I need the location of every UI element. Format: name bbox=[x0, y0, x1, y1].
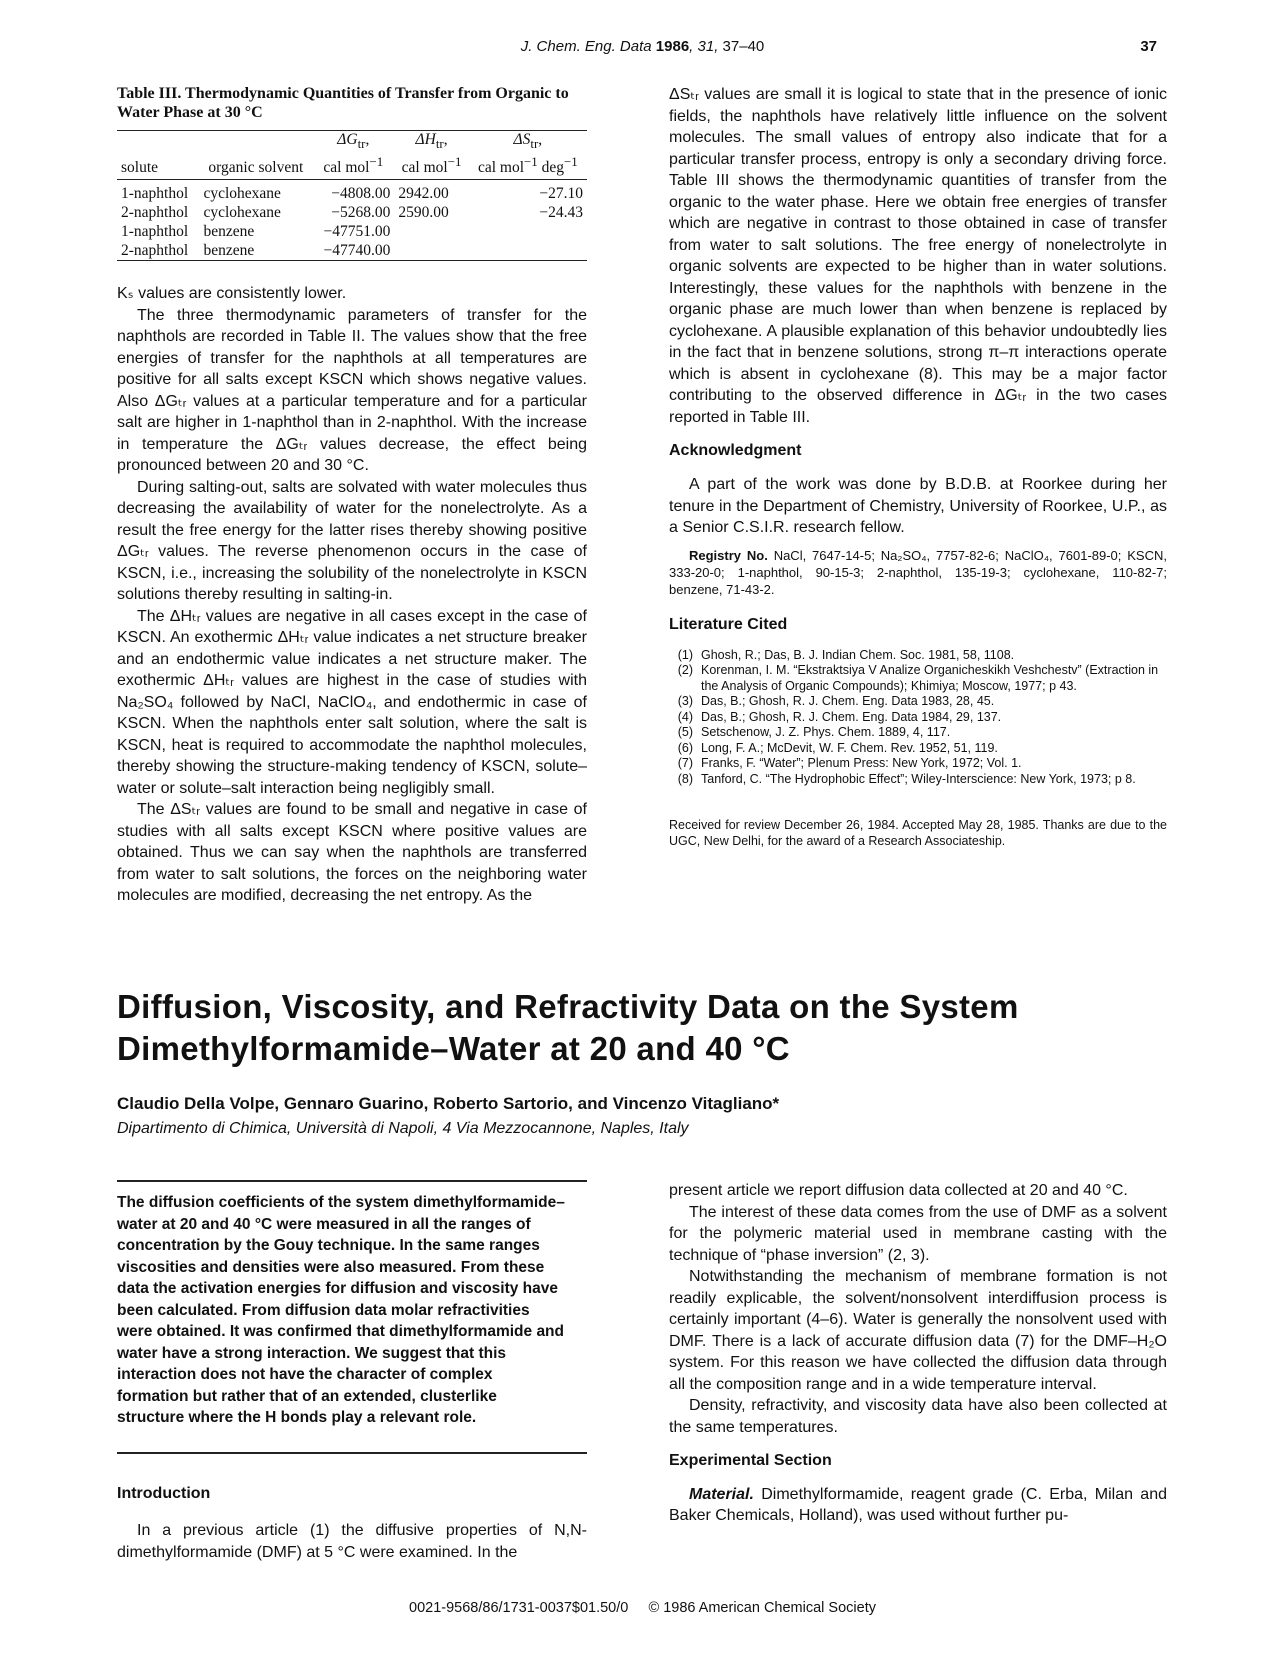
journal-volume: 31 bbox=[697, 38, 715, 55]
paragraph: The ΔHₜᵣ values are negative in all cases except in the case of KSCN. An exothermic ΔHₜᵣ value indicates a net structure breaker and an endothermic value indicates a net structure maker. The exothermic ΔHₜᵣ values are highest in the case of studies with Na₂SO₄ followed by NaCl, NaClO₄, and endothermic in case of KSCN. When the naphthols enter salt solution, where the salt is KSCN, heat is required to accommodate the naphthol molecules, thereby showing the structure-making tendency of KSCN, solute–water or solute–salt interaction being negligibly small. bbox=[117, 607, 587, 797]
abstract-top-rule bbox=[117, 1180, 587, 1182]
material-paragraph bbox=[669, 1484, 1167, 1527]
article-title: Diffusion, Viscosity, and Refractivity Data on the System Dimethylformamide–Water at 20 and 40 °C bbox=[117, 988, 1019, 1067]
intro-text: In a previous article (1) the diffusive properties of N,N-dimethylformamide (DMF) at 5 °C were examined. In the bbox=[117, 1522, 587, 1561]
registry-text: NaCl, 7647-14-5; Na₂SO₄, 7757-82-6; NaClO₄, 7601-89-0; KSCN, 333-20-0; 1-naphthol, 90-15-3; 2-naphthol, 135-19-3; cyclohexane, 110-82-7; benzene, 71-43-2. bbox=[669, 547, 1167, 597]
page-number: 37 bbox=[1140, 38, 1157, 55]
right-body-text bbox=[669, 84, 1167, 428]
col-dg: $\Delta G_{tr}$, cal mol$^{-1}$ bbox=[323, 131, 384, 177]
paragraph: ΔSₜᵣ values are small it is logical to state that in the presence of ionic fields, the naphthols have relatively little influence on the solvent molecules. The small values of entropy also indicate that for a particular transfer process, entropy is only a secondary driving force. Table III shows the thermodynamic quantities of transfer from the organic to the water phase. Here we obtain free energies of transfer which are negative in contrast to those obtained in case of transfer from water to salt solutions. The free energy of nonelectrolyte in organic solvents are expected to be higher than in water solutions. Interestingly, these values for the naphthols with benzene in the organic phase are much lower than when benzene is replaced by cyclohexane. A plausible explanation of this behavior undoubtedly lies in the fact that in benzene solutions, strong π–π interactions operate which is absent in cyclohexane (8). This may be a major factor contributing to the observed difference in ΔGₜᵣ in the two cases reported in Table III. bbox=[669, 86, 1167, 426]
abstract: The diffusion coefficients of the system dimethylformamide–water at 20 and 40 °C were measured in all the ranges of concentration by the Gouy technique. In the same ranges viscosities and densities were also measured. From these data the activation energies for diffusion and viscosity have been calculated. From diffusion data molar refractivities were obtained. It was confirmed that dimethylformamide and water have a strong interaction. We suggest that this interaction does not have the character of complex formation but rather that of an extended, clusterlike structure where the H bonds play a relevant role. bbox=[117, 1194, 565, 1426]
reference-item: (1) Ghosh, R.; Das, B. J. Indian Chem. Soc. 1981, 58, 1108. bbox=[677, 647, 1015, 662]
material-text: Dimethylformamide, reagent grade (C. Erba, Milan and Baker Chemicals, Holland), was used without further pu- bbox=[669, 1485, 1167, 1524]
footer-code: 0021-9568/86/1731-0037$01.50/0 bbox=[409, 1600, 629, 1616]
footer-copyright: © 1986 American Chemical Society bbox=[648, 1600, 876, 1616]
reference-item: (2) Korenman, I. M. “Ekstraktsiya V Analize Organicheskikh Veshchestv” (Extraction in the Analysis of Organic Compounds); Khimiya; Moscow, 1977; p 43. bbox=[677, 663, 1159, 693]
page-footer bbox=[0, 1600, 1285, 1616]
reference-item: (3) Das, B.; Ghosh, R. J. Chem. Eng. Data 1983, 28, 45. bbox=[677, 694, 995, 708]
registry-numbers bbox=[669, 547, 1167, 598]
left-column bbox=[117, 84, 587, 907]
received-note: Received for review December 26, 1984. Accepted May 28, 1985. Thanks are due to the UGC, New Delhi, for the award of a Research Associateship. bbox=[669, 818, 1167, 848]
authors: Claudio Della Volpe, Gennaro Guarino, Roberto Sartorio, and Vincenzo Vitagliano* bbox=[117, 1094, 780, 1113]
table-row: 2-naphthol benzene −47740.00 bbox=[117, 241, 587, 261]
ack-heading: Acknowledgment bbox=[669, 442, 802, 459]
material-label: Material. bbox=[689, 1485, 754, 1503]
exp-heading: Experimental Section bbox=[669, 1452, 832, 1469]
right-column bbox=[669, 84, 1167, 849]
journal-year: 1986 bbox=[655, 38, 690, 55]
reference-item: (7) Franks, F. “Water”; Plenum Press: New York, 1972; Vol. 1. bbox=[677, 756, 1022, 770]
affiliation: Dipartimento di Chimica, Università di Napoli, 4 Via Mezzocannone, Naples, Italy bbox=[117, 1120, 689, 1137]
reference-item: (4) Das, B.; Ghosh, R. J. Chem. Eng. Data 1984, 29, 137. bbox=[677, 709, 1002, 724]
col-solvent: organic solvent bbox=[208, 159, 304, 177]
ack-text-block bbox=[669, 474, 1167, 539]
reference-item: (6) Long, F. A.; McDevit, W. F. Chem. Rev. 1952, 51, 119. bbox=[677, 740, 998, 755]
table-row: 1-naphthol benzene −47751.00 bbox=[121, 223, 391, 241]
journal-name: J. Chem. Eng. Data bbox=[520, 38, 652, 55]
lit-heading: Literature Cited bbox=[669, 615, 788, 633]
ack-text: A part of the work was done by B.D.B. at Roorkee during her tenure in the Department of Chemistry, University of Roorkee, U.P., as a Senior C.S.I.R. research fellow. bbox=[669, 476, 1167, 536]
abstract-bottom-rule bbox=[117, 1452, 587, 1454]
table-row: 1-naphthol cyclohexane −4808.00 2942.00 −27.10 bbox=[121, 185, 583, 203]
left-body-text bbox=[117, 283, 587, 907]
reference-list bbox=[669, 648, 1167, 788]
reference-item: (5) Setschenow, J. Z. Phys. Chem. 1889, 4, 117. bbox=[677, 725, 951, 739]
journal-pages: 37–40 bbox=[722, 38, 765, 55]
paragraph: The interest of these data comes from the use of DMF as a solvent for the polymeric material used in membrane casting with the technique of “phase inversion” (2, 3). bbox=[669, 1203, 1167, 1264]
paragraph: Kₛ values are consistently lower. bbox=[117, 285, 347, 303]
paragraph: Density, refractivity, and viscosity data have also been collected at the same temperatures. bbox=[669, 1397, 1167, 1436]
paragraph: Notwithstanding the mechanism of membrane formation is not readily explicable, the solvent/nonsolvent interdiffusion process is certainly important (4–6). Water is generally the nonsolvent used with DMF. There is a lack of accurate diffusion data (7) for the DMF–H₂O system. For this reason we have collected the diffusion data through all the composition range and in a wide temperature interval. bbox=[669, 1268, 1167, 1393]
intro-text-block bbox=[117, 1520, 587, 1563]
table-caption: Table III. Thermodynamic Quantities of Transfer from Organic to Water Phase at 30 °C bbox=[117, 85, 569, 121]
intro-heading: Introduction bbox=[117, 1485, 211, 1502]
registry-label: Registry No. bbox=[689, 547, 768, 563]
col-solute: solute bbox=[121, 159, 159, 177]
col-dh: $\Delta H_{tr}$, cal mol$^{-1}$ bbox=[401, 131, 462, 177]
table-row: 2-naphthol cyclohexane −5268.00 2590.00 −24.43 bbox=[121, 204, 583, 222]
reference-item: (8) Tanford, C. “The Hydrophobic Effect”; Wiley-Interscience: New York, 1973; p 8. bbox=[677, 771, 1136, 786]
paragraph: present article we report diffusion data collected at 20 and 40 °C. bbox=[669, 1182, 1128, 1199]
paragraph: The three thermodynamic parameters of transfer for the naphthols are recorded in Table II. The values show that the free energies of transfer for the naphthols at all temperatures are positive for all salts except KSCN which shows negative values. Also ΔGₜᵣ values at a particular temperature and for a particular salt are higher in 1-naphthol than in 2-naphthol. With the increase in temperature the ΔGₜᵣ values decrease, the effect being pronounced between 20 and 30 °C. bbox=[117, 306, 587, 475]
thermo-table bbox=[117, 130, 587, 261]
paragraph: The ΔSₜᵣ values are found to be small and negative in case of studies with all salts except KSCN where positive values are obtained. Thus we can say when the naphthols are transferred from water to salt solutions, the forces on the neighboring water molecules are modified, decreasing the net entropy. As the bbox=[117, 801, 587, 905]
paragraph: During salting-out, salts are solvated with water molecules thus decreasing the availability of water for the nonelectrolyte. As a result the free energy for the latter rises thereby showing positive ΔGₜᵣ values. The reverse phenomenon occurs in the case of KSCN, i.e., increasing the solubility of the nonelectrolyte in KSCN solutions thereby resulting in salting-in. bbox=[117, 478, 587, 604]
article-right-column bbox=[669, 1180, 1167, 1527]
col-ds: $\Delta S_{tr}$, cal mol$^{-1}$ deg$^{-1}$ bbox=[477, 131, 578, 177]
journal-citation: J. Chem. Eng. Data 1986, 31, 37–40 bbox=[520, 38, 765, 55]
